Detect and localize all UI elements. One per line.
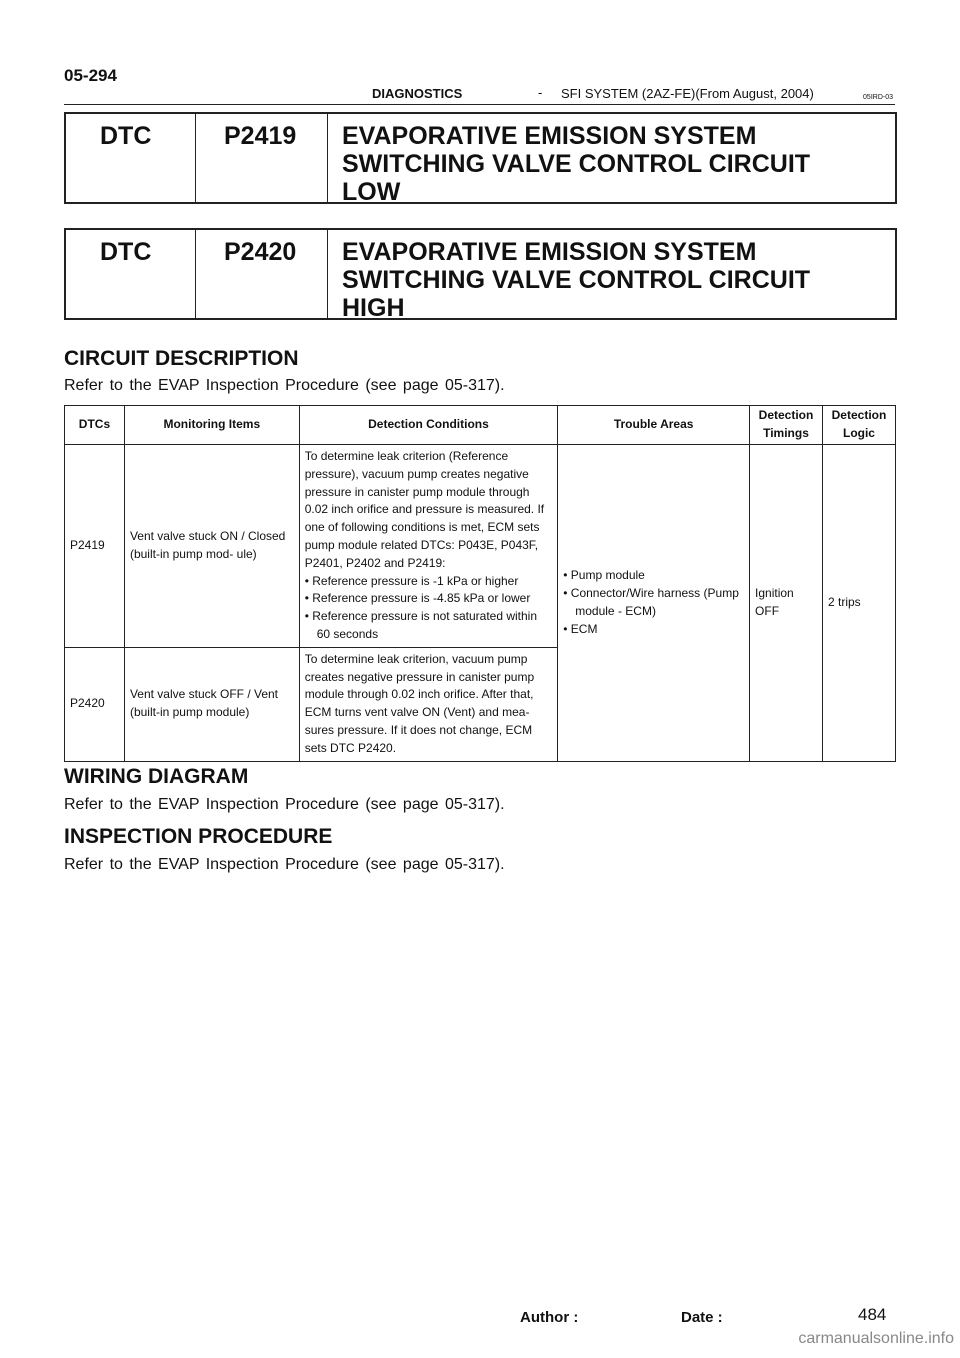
conditions-text: To determine leak criterion (Reference pressure), vacuum pump creates negative pressure in canister pump module through 0.02 inch orifice and pressure is measured. If one of following conditions is met, ECM sets pump module related DTCs: P043E, P043F, P2401, P2402 and P2419:: [304, 449, 545, 570]
conditions-bullet: • Reference pressure is not saturated within 60 seconds: [305, 608, 553, 644]
inspection-procedure-text: Refer to the EVAP Inspection Procedure (see page 05-317).: [64, 856, 505, 873]
dtc-code: P2420: [196, 230, 328, 318]
dtc-title-line: SWITCHING VALVE CONTROL CIRCUIT: [342, 150, 811, 178]
page-number: 05-294: [64, 66, 117, 85]
inspection-procedure-heading: INSPECTION PROCEDURE: [64, 825, 333, 848]
cell-timings: Ignition OFF: [750, 445, 823, 762]
wiring-diagram-text: Refer to the EVAP Inspection Procedure (see page 05-317).: [64, 796, 505, 813]
table-row: [65, 445, 896, 648]
footer-date-label: Date :: [681, 1309, 723, 1326]
col-header: Trouble Areas: [558, 406, 750, 445]
dtc-table: [64, 405, 896, 762]
dtc-code: P2419: [196, 114, 328, 202]
footer-author-label: Author :: [520, 1309, 579, 1326]
dtc-title-line: LOW: [342, 178, 401, 206]
dtc-title-line: HIGH: [342, 294, 405, 322]
conditions-bullet: • Reference pressure is -1 kPa or higher: [305, 573, 553, 591]
trouble-area-item: • Pump module: [563, 567, 744, 585]
cell-conditions: [299, 445, 558, 648]
col-header: DTCs: [65, 406, 125, 445]
trouble-area-item: • Connector/Wire harness (Pump module - ECM): [563, 585, 744, 621]
dtc-block-p2419: [64, 112, 897, 204]
dtc-label: DTC: [66, 230, 196, 318]
conditions-text: To determine leak criterion, vacuum pump creates negative pressure in canister pump module through 0.02 inch orifice. After that, ECM turns vent valve ON (Vent) and mea- sures pressure. If it does not change, ECM sets DTC P2420.: [304, 651, 535, 755]
col-header: Monitoring Items: [124, 406, 299, 445]
watermark: carmanualsonline.info: [798, 1330, 954, 1347]
circuit-description-text: Refer to the EVAP Inspection Procedure (see page 05-317).: [64, 377, 505, 394]
dtc-title: [328, 114, 895, 206]
col-header: Detection Conditions: [299, 406, 558, 445]
cell-trouble-areas: [558, 445, 750, 762]
cell-conditions: [299, 647, 558, 761]
conditions-bullet: • Reference pressure is -4.85 kPa or lower: [305, 590, 553, 608]
header-section: DIAGNOSTICS: [372, 86, 463, 101]
dtc-block-p2420: [64, 228, 897, 320]
dtc-title: [328, 230, 895, 322]
cell-monitoring: Vent valve stuck OFF / Vent (built-in pump module): [124, 647, 299, 761]
dtc-title-line: EVAPORATIVE EMISSION SYSTEM: [342, 238, 757, 266]
wiring-diagram-heading: WIRING DIAGRAM: [64, 765, 249, 788]
cell-monitoring: Vent valve stuck ON / Closed (built-in pump mod- ule): [124, 445, 299, 648]
footer-page-number: 484: [858, 1305, 887, 1324]
circuit-description-heading: CIRCUIT DESCRIPTION: [64, 347, 299, 370]
cell-dtc: P2419: [65, 445, 125, 648]
dtc-label: DTC: [66, 114, 196, 202]
running-header: [64, 86, 895, 105]
dtc-title-line: EVAPORATIVE EMISSION SYSTEM: [342, 122, 757, 150]
col-header: Detection Logic: [822, 406, 895, 445]
table-header-row: [65, 406, 896, 445]
trouble-area-item: • ECM: [563, 621, 744, 639]
cell-dtc: P2420: [65, 647, 125, 761]
header-system: SFI SYSTEM (2AZ-FE)(From August, 2004): [561, 86, 814, 101]
col-header: Detection Timings: [750, 406, 823, 445]
dtc-title-line: SWITCHING VALVE CONTROL CIRCUIT: [342, 266, 811, 294]
doc-code: 05IRD-03: [863, 94, 893, 101]
header-separator: -: [538, 85, 543, 100]
cell-logic: 2 trips: [822, 445, 895, 762]
